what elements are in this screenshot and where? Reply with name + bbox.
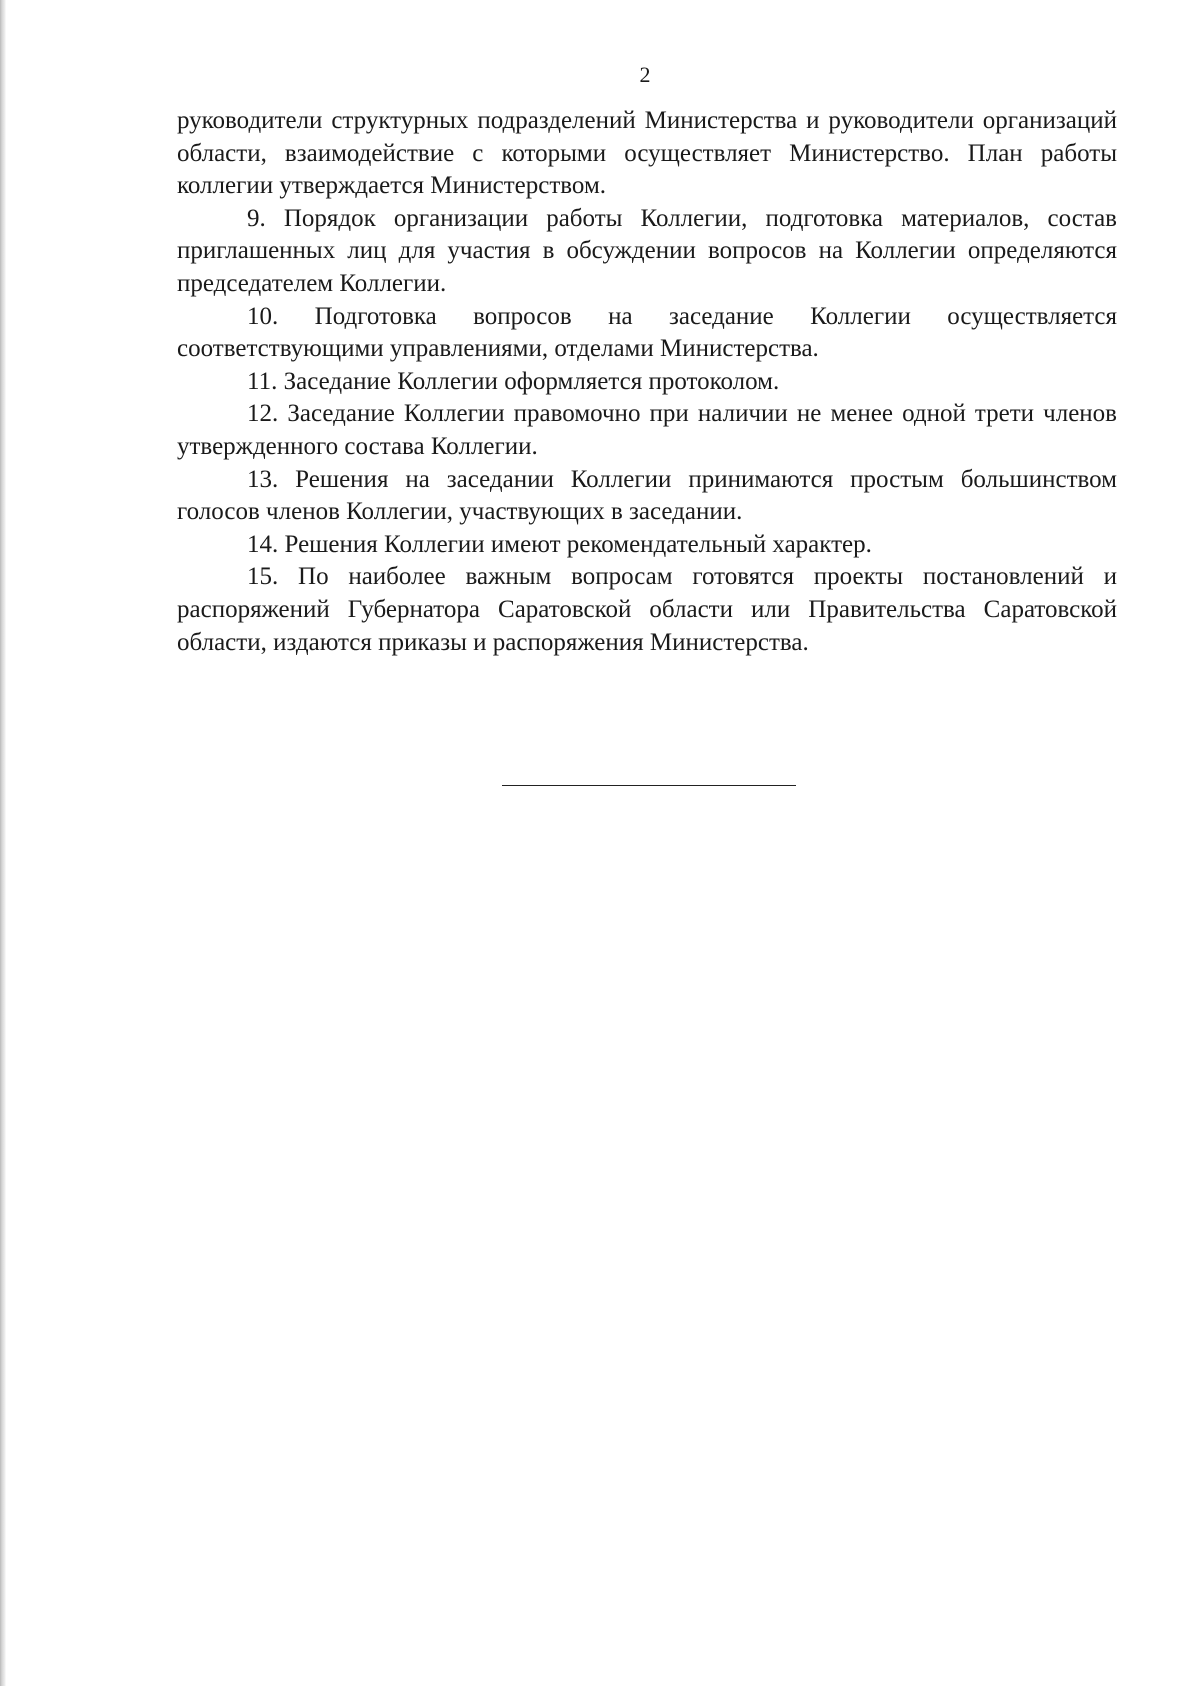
end-separator-line (502, 785, 796, 786)
paragraph-item-10: 10. Подготовка вопросов на заседание Коллегии осуществляется соответствующими управлениями, отделами Министерства. (177, 302, 1117, 363)
paragraph-item-9: 9. Порядок организации работы Коллегии, подготовка материалов, состав приглашенных лиц для участия в обсуждении вопросов на Коллегии определяются председателем Коллегии. (177, 204, 1117, 297)
paragraph-item-12: 12. Заседание Коллегии правомочно при наличии не менее одной трети членов утвержденного состава Коллегии. (177, 400, 1117, 460)
paragraph-item-15: 15. По наиболее важным вопросам готовятся проекты постановлений и распоряжений Губернатора Саратовской области или Правительства Саратовской области, издаются приказы и распоряжения Министерства. (177, 563, 1117, 656)
document-body (177, 105, 1117, 659)
paragraph-item-13: 13. Решения на заседании Коллегии принимаются простым большинством голосов членов Коллегии, участвующих в заседании. (177, 465, 1117, 526)
scan-edge-shadow (0, 0, 6, 1686)
paragraph-item-11: 11. Заседание Коллегии оформляется протоколом. (247, 367, 780, 395)
page-number: 2 (639, 62, 651, 87)
paragraph-continuation: руководители структурных подразделений Министерства и руководители организаций области, взаимодействие с которыми осуществляет Министерство. План работы коллегии утверждается Министерством. (177, 107, 1117, 200)
paragraph-item-14: 14. Решения Коллегии имеют рекомендательный характер. (247, 530, 872, 558)
